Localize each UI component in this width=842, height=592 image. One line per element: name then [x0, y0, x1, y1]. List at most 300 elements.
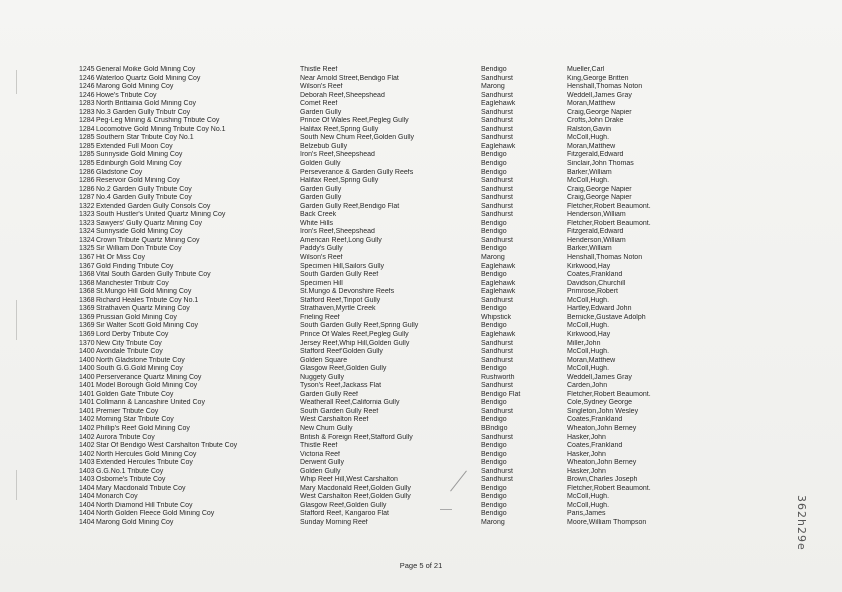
company-secretary: Kirkwood,Hay	[567, 330, 611, 338]
mining-district: Sandhurst	[481, 296, 513, 304]
company-secretary: McColl,Hugh.	[567, 365, 610, 373]
table-row	[79, 365, 677, 374]
table-row	[79, 459, 677, 468]
record-id: 1404	[79, 484, 95, 492]
company-secretary: Weddell,James Gray	[567, 91, 632, 99]
company-secretary: Barker,William	[567, 245, 612, 253]
company-secretary: Singleton,John Wesley	[567, 407, 639, 415]
company-name: No.4 Garden Gully Tribute Coy	[96, 194, 192, 202]
company-secretary: Ralston,Gavin	[567, 125, 611, 133]
mine-location: Glasgow Reef,Golden Gully	[300, 501, 387, 509]
table-row	[79, 297, 677, 306]
company-secretary: Fitzgerald,Edward	[567, 151, 624, 159]
company-secretary: Fletcher,Robert Beaumont.	[567, 484, 651, 492]
mining-district: Bendigo	[481, 271, 507, 279]
mining-district: Eaglehawk	[481, 288, 516, 296]
mine-location: Perseverance & Garden Gully Reefs	[300, 168, 414, 176]
company-name: Hit Or Miss Coy	[96, 254, 145, 262]
table-row	[79, 75, 677, 84]
record-id: 1285	[79, 142, 95, 150]
mine-location: Comet Reef	[300, 100, 338, 108]
record-id: 1404	[79, 501, 95, 509]
mine-location: Garden Gully	[300, 185, 342, 193]
record-id: 1400	[79, 356, 95, 364]
mining-district: Sandhurst	[481, 177, 513, 185]
table-row	[79, 160, 677, 169]
mining-district: Eaglehawk	[481, 262, 516, 270]
mine-location: Victoria Reef	[300, 450, 340, 458]
record-id: 1403	[79, 459, 95, 467]
table-row	[79, 442, 677, 451]
table-row	[79, 228, 677, 237]
record-id: 1285	[79, 151, 95, 159]
mine-location: Thistle Reef	[300, 442, 338, 450]
mining-district: Bendigo	[481, 219, 507, 227]
table-row	[79, 340, 677, 349]
company-secretary: Kirkwood,Hay	[567, 262, 611, 270]
record-id: 1324	[79, 228, 95, 236]
mine-location: Specimen Hill	[300, 279, 343, 287]
mine-location: Golden Gully	[300, 160, 341, 168]
company-secretary: King,George Britten	[567, 74, 629, 82]
company-secretary: Henshall,Thomas Noton	[567, 83, 643, 91]
record-id: 1246	[79, 74, 95, 82]
mining-district: Sandhurst	[481, 91, 513, 99]
company-secretary: Hasker,John	[567, 467, 606, 475]
mine-location: American Reef,Long Gully	[300, 236, 382, 244]
mining-district: Sandhurst	[481, 202, 513, 210]
table-row	[79, 83, 677, 92]
table-row	[79, 314, 677, 323]
table-row	[79, 502, 677, 511]
record-id: 1402	[79, 450, 95, 458]
record-id: 1325	[79, 245, 95, 253]
mining-district: Sandhurst	[481, 407, 513, 415]
company-name: Prussian Gold Mining Coy	[96, 313, 177, 321]
mine-location: Nuggety Gully	[300, 373, 344, 381]
record-id: 1368	[79, 296, 95, 304]
company-secretary: Coates,Frankland	[567, 271, 623, 279]
mining-district: BBndigo	[481, 424, 508, 432]
company-secretary: Bernicke,Gustave Adolph	[567, 313, 646, 321]
company-secretary: Moran,Matthew	[567, 100, 616, 108]
company-secretary: Coates,Frankland	[567, 416, 623, 424]
mining-district: Marong	[481, 83, 505, 91]
company-name: North Gladstone Tribute Coy	[96, 356, 185, 364]
company-secretary: McColl,Hugh.	[567, 348, 610, 356]
mine-location: Halifax Reef,Spring Gully	[300, 177, 379, 185]
company-name: St.Mungo Hill Gold Mining Coy	[96, 288, 192, 296]
company-name: Southern Star Tribute Coy No.1	[96, 134, 194, 142]
mine-location: Strathaven,Myrtle Creek	[300, 305, 376, 313]
mine-location: Belzebub Gully	[300, 142, 348, 150]
company-secretary: Cole,Sydney George	[567, 399, 632, 407]
record-id: 1400	[79, 373, 95, 381]
company-secretary: Craig,George Napier	[567, 108, 632, 116]
company-name: Crown Tribute Quartz Mining Coy	[96, 236, 200, 244]
mine-location: Weatherall Reef,California Gully	[300, 399, 400, 407]
company-name: North Golden Fleece Gold Mining Coy	[96, 510, 215, 518]
mining-district: Sandhurst	[481, 467, 513, 475]
record-id: 1402	[79, 416, 95, 424]
mining-district: Marong	[481, 518, 505, 526]
record-id: 1323	[79, 211, 95, 219]
table-row	[79, 126, 677, 135]
mining-district: Bendigo	[481, 228, 507, 236]
scan-edge-mark	[16, 70, 17, 94]
mine-location: Garden Gully Reef,Bendigo Flat	[300, 202, 400, 210]
company-secretary: McColl,Hugh.	[567, 134, 610, 142]
company-name: Gold Finding Tribute Coy	[96, 262, 174, 270]
record-id: 1367	[79, 262, 95, 270]
mine-location: South Garden Gully Reef	[300, 271, 379, 279]
company-name: Reservoir Gold Mining Coy	[96, 177, 180, 185]
table-row	[79, 194, 677, 203]
company-secretary: Henderson,William	[567, 211, 626, 219]
company-secretary: McColl,Hugh.	[567, 493, 610, 501]
record-id: 1404	[79, 493, 95, 501]
company-secretary: Fletcher,Robert Beaumont.	[567, 390, 651, 398]
mine-location: Thistle Reef	[300, 66, 338, 73]
table-row	[79, 237, 677, 246]
record-id: 1245	[79, 66, 95, 73]
company-secretary: Craig,George Napier	[567, 194, 632, 202]
mine-location: Garden Gully	[300, 108, 342, 116]
record-id: 1370	[79, 339, 95, 347]
mining-district: Bendigo	[481, 151, 507, 159]
mining-district: Eaglehawk	[481, 330, 516, 338]
pen-dash-mark	[440, 509, 452, 510]
mining-district: Bendigo	[481, 245, 507, 253]
mine-location: West Carshalton Reef	[300, 416, 369, 424]
record-id: 1285	[79, 134, 95, 142]
table-row	[79, 100, 677, 109]
company-name: Monarch Coy	[96, 493, 138, 501]
company-secretary: Hasker,John	[567, 433, 606, 441]
company-name: G.G.No.1 Tribute Coy	[96, 467, 164, 475]
company-secretary: Henderson,William	[567, 236, 626, 244]
record-id: 1322	[79, 202, 95, 210]
company-name: Phillip's Reef Gold Mining Coy	[96, 424, 190, 432]
mine-location: Prince Of Wales Reef,Pegleg Gully	[300, 330, 409, 338]
table-row	[79, 305, 677, 314]
mine-location: Halifax Reef,Spring Gully	[300, 125, 379, 133]
company-secretary: Henshall,Thomas Noton	[567, 254, 643, 262]
company-name: Aurora Tribute Coy	[96, 433, 155, 441]
company-secretary: Fletcher,Robert Beaumont.	[567, 219, 651, 227]
company-name: Perserverance Quartz Mining Coy	[96, 373, 202, 381]
company-name: Golden Gate Tribute Coy	[96, 390, 174, 398]
company-secretary: Miller,John	[567, 339, 601, 347]
company-name: Morning Star Tribute Coy	[96, 416, 174, 424]
company-name: Richard Heales Tribute Coy No.1	[96, 296, 199, 304]
mining-district: Bendigo Flat	[481, 390, 521, 398]
company-secretary: Wheaton,John Berney	[567, 459, 637, 467]
mining-district: Sandhurst	[481, 185, 513, 193]
mining-district: Sandhurst	[481, 348, 513, 356]
mining-company-records-table	[79, 66, 677, 528]
scan-edge-mark	[16, 300, 17, 340]
record-id: 1402	[79, 442, 95, 450]
company-secretary: Mueller,Carl	[567, 66, 605, 73]
table-row	[79, 322, 677, 331]
table-row	[79, 399, 677, 408]
mine-location: Stafford Reef, Kangaroo Flat	[300, 510, 389, 518]
record-id: 1368	[79, 288, 95, 296]
mine-location: Specimen Hill,Sailors Gully	[300, 262, 385, 270]
company-name: Osborne's Tribute Coy	[96, 476, 166, 484]
mine-location: South Garden Gully Reef,Spring Gully	[300, 322, 419, 330]
table-row	[79, 476, 677, 485]
record-id: 1402	[79, 433, 95, 441]
record-id: 1401	[79, 390, 95, 398]
company-secretary: Moore,William Thompson	[567, 518, 647, 526]
mine-location: Derwent Gully	[300, 459, 344, 467]
company-secretary: Moran,Matthew	[567, 142, 616, 150]
company-name: Extended Garden Gully Consols Coy	[96, 202, 211, 210]
table-row	[79, 280, 677, 289]
record-id: 1284	[79, 125, 95, 133]
record-id: 1368	[79, 271, 95, 279]
company-name: North Hercules Gold Mining Coy	[96, 450, 197, 458]
mine-location: Stafford Reef'Golden Gully	[300, 348, 383, 356]
company-secretary: McColl,Hugh.	[567, 501, 610, 509]
mining-district: Sandhurst	[481, 476, 513, 484]
record-id: 1369	[79, 330, 95, 338]
table-row	[79, 177, 677, 186]
company-name: Sunnyside Gold Mining Coy	[96, 228, 183, 236]
mine-location: Frieling Reef	[300, 313, 340, 321]
mine-location: West Carshalton Reef,Golden Gully	[300, 493, 411, 501]
mine-location: Glasgow Reef,Golden Gully	[300, 365, 387, 373]
record-id: 1324	[79, 236, 95, 244]
company-secretary: Paris,James	[567, 510, 606, 518]
table-row	[79, 169, 677, 178]
record-id: 1369	[79, 305, 95, 313]
mining-district: Eaglehawk	[481, 279, 516, 287]
table-row	[79, 434, 677, 443]
mining-district: Sandhurst	[481, 236, 513, 244]
table-row	[79, 203, 677, 212]
record-id: 1285	[79, 160, 95, 168]
company-secretary: McColl,Hugh.	[567, 296, 610, 304]
record-id: 1284	[79, 117, 95, 125]
company-name: North Diamond Hill Tribute Coy	[96, 501, 193, 509]
record-id: 1246	[79, 91, 95, 99]
table-row	[79, 254, 677, 263]
mining-district: Sandhurst	[481, 433, 513, 441]
company-name: Peg-Leg Mining & Crushing Tribute Coy	[96, 117, 220, 125]
company-secretary: Fletcher,Robert Beaumont.	[567, 202, 651, 210]
record-id: 1286	[79, 177, 95, 185]
table-row	[79, 109, 677, 118]
table-row	[79, 220, 677, 229]
company-name: No.2 Garden Gully Tribute Coy	[96, 185, 192, 193]
record-id: 1323	[79, 219, 95, 227]
company-name: Premier Tribute Coy	[96, 407, 159, 415]
company-name: Vital South Garden Gully Tribute Coy	[96, 271, 211, 279]
company-name: Sir William Don Tribute Coy	[96, 245, 182, 253]
record-id: 1404	[79, 518, 95, 526]
record-id: 1402	[79, 424, 95, 432]
record-id: 1286	[79, 185, 95, 193]
mining-district: Whipstick	[481, 313, 511, 321]
table-row	[79, 519, 677, 528]
mine-location: Wilson's Reef	[300, 254, 343, 262]
company-name: Lord Derby Tribute Coy	[96, 330, 169, 338]
company-name: Extended Full Moon Coy	[96, 142, 173, 150]
record-id: 1401	[79, 382, 95, 390]
company-name: Avondale Tribute Coy	[96, 348, 163, 356]
company-secretary: Barker,William	[567, 168, 612, 176]
company-name: Howe's Tribute Coy	[96, 91, 157, 99]
table-row	[79, 331, 677, 340]
mining-district: Marong	[481, 254, 505, 262]
mine-location: White Hills	[300, 219, 334, 227]
company-secretary: Wheaton,John Berney	[567, 424, 637, 432]
mining-district: Bendigo	[481, 484, 507, 492]
company-name: Model Borough Gold Mining Coy	[96, 382, 198, 390]
company-name: Strathaven Quartz Mining Coy	[96, 305, 190, 313]
company-secretary: Carden,John	[567, 382, 608, 390]
mine-location: Deborah Reef,Sheepshead	[300, 91, 385, 99]
company-secretary: Coates,Frankland	[567, 442, 623, 450]
mine-location: Whip Reef Hill,West Carshalton	[300, 476, 398, 484]
mining-district: Eaglehawk	[481, 142, 516, 150]
mining-district: Bendigo	[481, 442, 507, 450]
table-row	[79, 382, 677, 391]
mining-district: Sandhurst	[481, 339, 513, 347]
mining-district: Sandhurst	[481, 194, 513, 202]
mining-district: Bendigo	[481, 459, 507, 467]
record-id: 1400	[79, 348, 95, 356]
mining-district: Sandhurst	[481, 117, 513, 125]
company-name: Star Of Bendigo West Carshalton Tribute Coy	[96, 442, 238, 450]
record-id: 1286	[79, 168, 95, 176]
mining-district: Bendigo	[481, 416, 507, 424]
record-id: 1401	[79, 399, 95, 407]
mine-location: Prince Of Wales Reef,Pegleg Gully	[300, 117, 409, 125]
company-name: Edinburgh Gold Mining Coy	[96, 160, 182, 168]
table-row	[79, 374, 677, 383]
mining-district: Bendigo	[481, 322, 507, 330]
table-row	[79, 288, 677, 297]
table-row	[79, 493, 677, 502]
record-id: 1287	[79, 194, 95, 202]
company-name: Mary Macdonald Tribute Coy	[96, 484, 186, 492]
mine-location: Stafford Reef,Tinpot Gully	[300, 296, 381, 304]
table-row	[79, 271, 677, 280]
mine-location: British & Foreign Reef,Stafford Gully	[300, 433, 413, 441]
company-name: Sunnyside Gold Mining Coy	[96, 151, 183, 159]
company-name: New City Tribute Coy	[96, 339, 162, 347]
table-row	[79, 357, 677, 366]
table-row	[79, 151, 677, 160]
company-secretary: Hasker,John	[567, 450, 606, 458]
table-row	[79, 408, 677, 417]
mining-district: Bendigo	[481, 501, 507, 509]
mining-district: Sandhurst	[481, 74, 513, 82]
record-id: 1369	[79, 322, 95, 330]
mining-district: Sandhurst	[481, 356, 513, 364]
mining-district: Sandhurst	[481, 211, 513, 219]
company-name: Marong Gold Mining Coy	[96, 518, 174, 526]
table-row	[79, 348, 677, 357]
record-id: 1369	[79, 313, 95, 321]
mining-district: Rushworth	[481, 373, 515, 381]
table-row	[79, 134, 677, 143]
company-secretary: Hartley,Edward John	[567, 305, 632, 313]
record-id: 1367	[79, 254, 95, 262]
mine-location: South New Chum Reef,Golden Gully	[300, 134, 414, 142]
table-row	[79, 485, 677, 494]
mining-district: Eaglehawk	[481, 100, 516, 108]
mine-location: St.Mungo & Devonshire Reefs	[300, 288, 395, 296]
company-name: Sawyers' Gully Quartz Mining Coy	[96, 219, 202, 227]
table-row	[79, 245, 677, 254]
mining-district: Sandhurst	[481, 108, 513, 116]
company-secretary: McColl,Hugh.	[567, 322, 610, 330]
company-name: Locomotive Gold Mining Tribute Coy No.1	[96, 125, 226, 133]
record-id: 1403	[79, 476, 95, 484]
handwritten-margin-note: 362h29e	[795, 495, 808, 551]
mine-location: Golden Gully	[300, 467, 341, 475]
company-secretary: Davidson,Churchill	[567, 279, 626, 287]
table-row	[79, 425, 677, 434]
mining-district: Bendigo	[481, 450, 507, 458]
table-row	[79, 510, 677, 519]
company-secretary: McColl,Hugh.	[567, 177, 610, 185]
company-name: Extended Hercules Tribute Coy	[96, 459, 193, 467]
company-name: Sir Walter Scott Gold Mining Coy	[96, 322, 199, 330]
record-id: 1283	[79, 100, 95, 108]
company-name: Manchester Tributr Coy	[96, 279, 169, 287]
page-number: Page 5 of 21	[399, 561, 443, 570]
mine-location: Iron's Reef,Sheepshead	[300, 228, 375, 236]
company-name: South Hustler's United Quartz Mining Coy	[96, 211, 226, 219]
mine-location: New Chum Gully	[300, 424, 353, 432]
mine-location: Garden Gully Reef	[300, 390, 358, 398]
company-secretary: Sinclair,John Thomas	[567, 160, 634, 168]
mining-district: Bendigo	[481, 305, 507, 313]
mining-district: Bendigo	[481, 66, 507, 73]
mining-district: Bendigo	[481, 168, 507, 176]
company-name: South G.G.Gold Mining Coy	[96, 365, 183, 373]
table-row	[79, 263, 677, 272]
records-body	[79, 66, 677, 528]
record-id: 1401	[79, 407, 95, 415]
company-name: Collmann & Lancashire United Coy	[96, 399, 205, 407]
company-secretary: Craig,George Napier	[567, 185, 632, 193]
mining-district: Bendigo	[481, 510, 507, 518]
mining-district: Bendigo	[481, 399, 507, 407]
mining-district: Sandhurst	[481, 134, 513, 142]
company-name: Waterloo Quartz Gold Mining Coy	[96, 74, 201, 82]
record-id: 1400	[79, 365, 95, 373]
mine-location: Golden Square	[300, 356, 348, 364]
company-secretary: Weddell,James Gray	[567, 373, 632, 381]
company-name: General Moike Gold Mining Coy	[96, 66, 196, 73]
table-row	[79, 391, 677, 400]
mine-location: Wilson's Reef	[300, 83, 343, 91]
scan-edge-mark	[16, 470, 17, 500]
mining-district: Bendigo	[481, 493, 507, 501]
mine-location: Iron's Reef,Sheepshead	[300, 151, 375, 159]
table-row	[79, 66, 677, 75]
company-name: North Brittainia Gold Mining Coy	[96, 100, 196, 108]
mine-location: Sunday Morning Reef	[300, 518, 368, 526]
table-row	[79, 143, 677, 152]
